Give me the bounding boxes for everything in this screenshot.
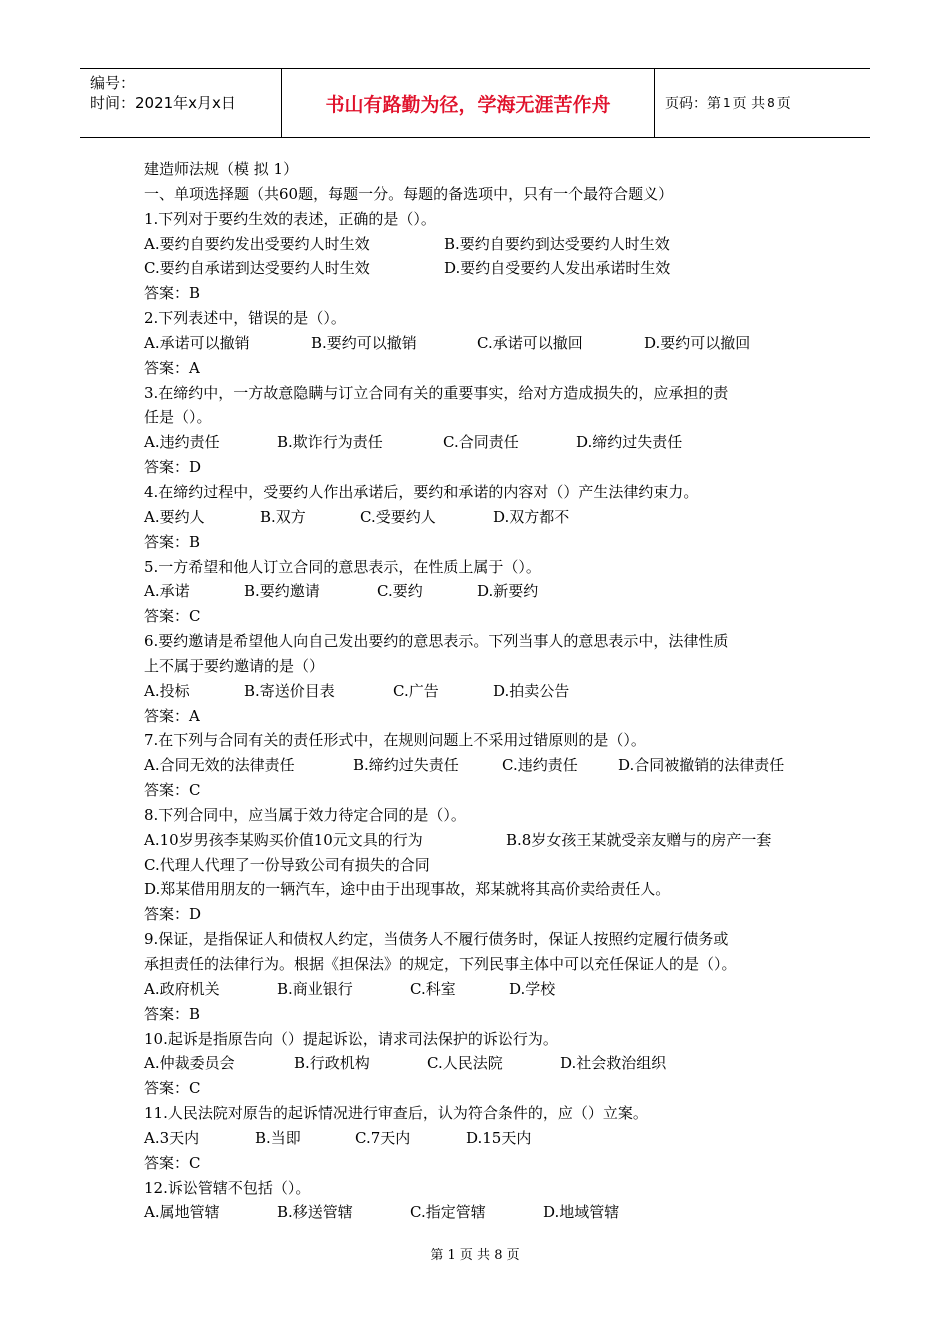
answer-option: A.要约自要约发出受要约人时生效 <box>144 234 370 253</box>
answer-line: 答案：C <box>144 1153 201 1172</box>
question-text-line: 11.人民法院对原告的起诉情况进行审查后，认为符合条件的，应（）立案。 <box>144 1104 648 1123</box>
options-line <box>144 828 824 853</box>
answer-option: D.新要约 <box>477 582 539 601</box>
answer-option: A.3天内 <box>144 1128 200 1147</box>
answer-option: A.10岁男孩李某购买价值10元文具的行为 <box>144 830 423 849</box>
question-text-line: D.郑某借用朋友的一辆汽车，途中由于出现事故，郑某就将其高价卖给责任人。 <box>144 880 671 899</box>
answer-option: B.商业银行 <box>277 979 353 998</box>
question-text-line: 7.在下列与合同有关的责任形式中，在规则问题上不采用过错原则的是（）。 <box>144 731 646 750</box>
answer-option: B.要约可以撤销 <box>311 333 417 352</box>
question-text-line: 8.下列合同中，应当属于效力待定合同的是（）。 <box>144 805 466 824</box>
options-line <box>144 430 824 455</box>
header-info-cell <box>80 69 282 137</box>
options-line <box>144 256 824 281</box>
question-text-line: 承担责任的法律行为。根据《担保法》的规定，下列民事主体中可以充任保证人的是（）。 <box>144 955 737 973</box>
question-text-line: 3.在缔约中，一方故意隐瞒与订立合同有关的重要事实，给对方造成损失的，应承担的责 <box>144 383 729 402</box>
answer-option: B.寄送价目表 <box>244 681 335 700</box>
answer-option: A.要约人 <box>144 507 205 526</box>
question-text-line: 12.诉讼管辖不包括（）。 <box>144 1178 311 1197</box>
page-total: 8 <box>767 96 775 110</box>
options-line <box>144 753 824 778</box>
options-line <box>144 232 824 257</box>
answer-line: 答案：C <box>144 1079 201 1098</box>
document-number-label: 编号： <box>90 74 136 92</box>
answer-option: B.双方 <box>260 507 306 526</box>
answer-option: D.地域管辖 <box>543 1203 620 1222</box>
answer-option: C.受要约人 <box>360 507 436 526</box>
footer-current: 1 <box>447 1248 456 1263</box>
question-text-line: C.代理人代理了一份导致公司有损失的合同 <box>144 855 430 874</box>
answer-line: 答案：A <box>144 706 200 725</box>
footer-suffix: 页 <box>506 1248 520 1263</box>
answer-option: A.承诺 <box>144 582 190 601</box>
answer-option: C.科室 <box>410 979 456 998</box>
answer-option: D.社会救治组织 <box>560 1054 667 1073</box>
answer-option: C.承诺可以撤回 <box>477 333 583 352</box>
page-current: 1 <box>723 96 731 110</box>
header-motto: 书山有路勤为径，学海无涯苦作舟 <box>282 69 655 137</box>
answer-option: C.违约责任 <box>502 756 578 775</box>
question-text-line: 2.下列表述中，错误的是（）。 <box>144 309 346 328</box>
answer-option: A.仲裁委员会 <box>144 1054 235 1073</box>
answer-option: C.要约自承诺到达受要约人时生效 <box>144 259 370 278</box>
answer-option: B.移送管辖 <box>277 1203 353 1222</box>
answer-option: B.要约邀请 <box>244 582 320 601</box>
page-footer <box>0 1244 950 1263</box>
question-text-line: 9.保证，是指保证人和债权人约定，当债务人不履行债务时，保证人按照约定履行债务或 <box>144 930 729 949</box>
question-text-line: 1.下列对于要约生效的表述，正确的是（）。 <box>144 209 436 228</box>
answer-option: A.合同无效的法律责任 <box>144 756 295 775</box>
answer-option: A.属地管辖 <box>144 1203 220 1222</box>
answer-line: 答案：B <box>144 532 201 551</box>
options-line <box>144 1200 824 1225</box>
options-line <box>144 1051 824 1076</box>
answer-option: B.缔约过失责任 <box>353 756 459 775</box>
options-line <box>144 977 824 1002</box>
question-text-line: 任是（）。 <box>144 408 212 427</box>
options-line <box>144 579 824 604</box>
answer-option: D.缔约过失责任 <box>576 433 683 452</box>
document-title: 建造师法规（模 拟 1） <box>144 160 299 178</box>
answer-option: A.投标 <box>144 681 190 700</box>
footer-total: 8 <box>494 1248 503 1263</box>
question-text-line: 4.在缔约过程中，受要约人作出承诺后，要约和承诺的内容对（）产生法律约束力。 <box>144 482 699 501</box>
answer-option: D.15天内 <box>466 1128 532 1147</box>
answer-option: B.8岁女孩王某就受亲友赠与的房产一套 <box>506 830 772 849</box>
answer-line: 答案：C <box>144 607 201 626</box>
options-line <box>144 1126 824 1151</box>
answer-option: A.承诺可以撤销 <box>144 333 250 352</box>
answer-option: D.合同被撤销的法律责任 <box>618 756 785 775</box>
document-body <box>144 157 824 1225</box>
page-suffix: 页 <box>776 96 791 112</box>
question-text-line: 6.要约邀请是希望他人向自己发出要约的意思表示。下列当事人的意思表示中，法律性质 <box>144 632 729 651</box>
answer-option: D.要约自受要约人发出承诺时生效 <box>444 259 671 278</box>
answer-line: 答案：D <box>144 905 202 924</box>
answer-option: A.违约责任 <box>144 433 220 452</box>
answer-option: D.学校 <box>509 979 556 998</box>
answer-line: 答案：D <box>144 458 202 477</box>
answer-option: B.当即 <box>255 1128 301 1147</box>
answer-option: B.行政机构 <box>294 1054 370 1073</box>
footer-prefix: 第 <box>430 1248 444 1263</box>
options-line <box>144 505 824 530</box>
question-text-line: 上不属于要约邀请的是（） <box>144 656 325 675</box>
answer-option: B.欺诈行为责任 <box>277 433 383 452</box>
answer-option: D.要约可以撤回 <box>644 333 751 352</box>
answer-option: C.广告 <box>393 681 439 700</box>
answer-option: C.7天内 <box>355 1128 411 1147</box>
page-prefix: 页码：第 <box>665 96 721 112</box>
answer-option: B.要约自要约到达受要约人时生效 <box>444 234 670 253</box>
footer-mid: 页 共 <box>459 1248 491 1263</box>
options-line <box>144 331 824 356</box>
answer-option: C.人民法院 <box>427 1054 503 1073</box>
answer-option: C.要约 <box>377 582 423 601</box>
answer-option: C.合同责任 <box>443 433 519 452</box>
answer-option: C.指定管辖 <box>410 1203 486 1222</box>
answer-line: 答案：A <box>144 358 200 377</box>
question-text-line: 10.起诉是指原告向（）提起诉讼，请求司法保护的诉讼行为。 <box>144 1029 558 1048</box>
page-header <box>80 68 870 138</box>
answer-option: D.拍卖公告 <box>493 681 570 700</box>
answer-line: 答案：B <box>144 1004 201 1023</box>
document-date-label: 时间：2021年x月x日 <box>90 94 236 112</box>
section-heading: 一、单项选择题（共60题，每题一分。每题的备选项中，只有一个最符合题义） <box>144 184 674 203</box>
page-mid: 页 共 <box>732 96 766 112</box>
options-line <box>144 679 824 704</box>
answer-line: 答案：C <box>144 781 201 800</box>
header-page-indicator <box>655 69 870 137</box>
question-text-line: 5.一方希望和他人订立合同的意思表示，在性质上属于（）。 <box>144 557 541 576</box>
answer-option: D.双方都不 <box>493 507 570 526</box>
answer-option: A.政府机关 <box>144 979 220 998</box>
answer-line: 答案：B <box>144 284 201 303</box>
